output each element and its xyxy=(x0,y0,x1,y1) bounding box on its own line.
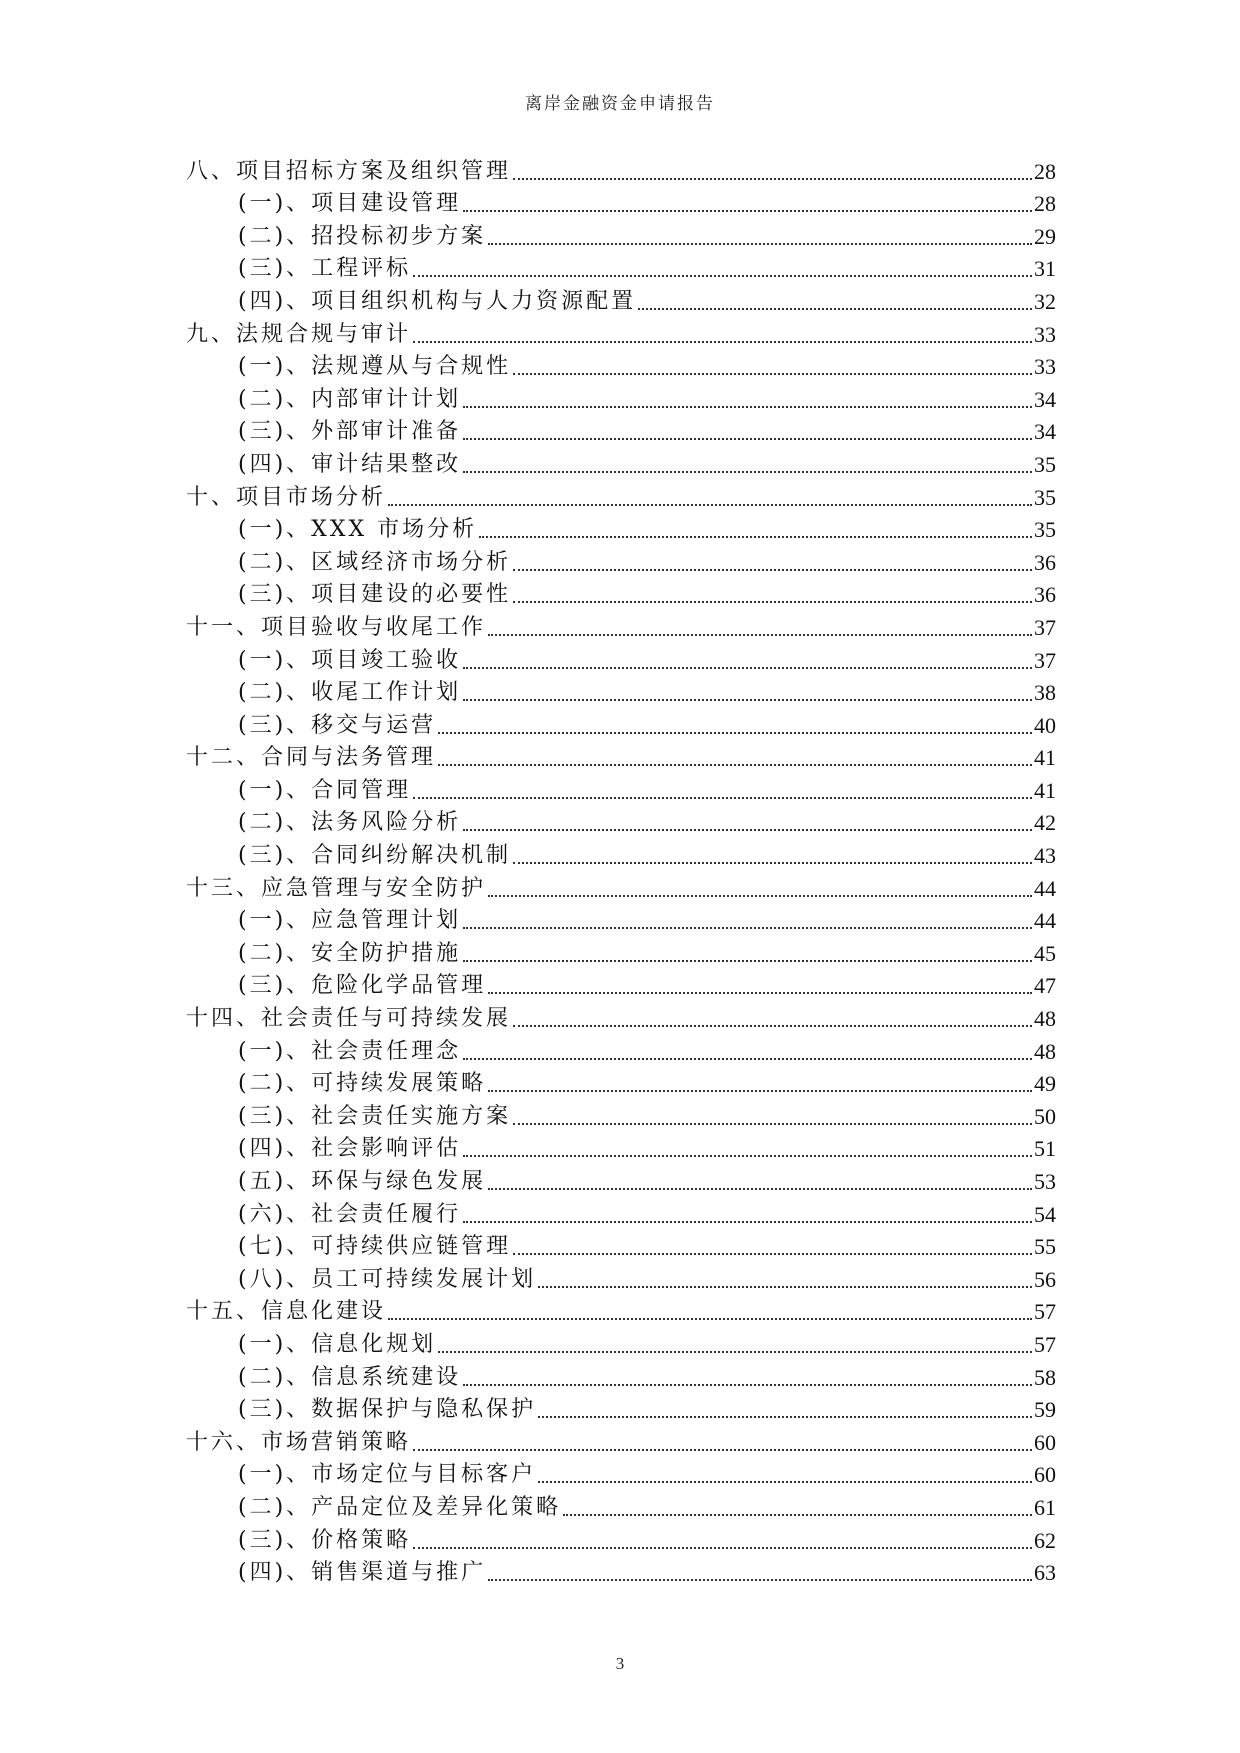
toc-entry-page: 28 xyxy=(1034,158,1056,184)
table-of-contents xyxy=(186,152,1056,1586)
toc-section-entry[interactable] xyxy=(186,413,1056,446)
toc-section-entry[interactable] xyxy=(186,543,1056,576)
toc-section-entry[interactable] xyxy=(186,445,1056,478)
toc-entry-title: (二)、可持续发展策略 xyxy=(238,1071,487,1097)
toc-entry-title: (七)、可持续供应链管理 xyxy=(238,1234,512,1260)
toc-dot-leader xyxy=(463,960,1032,962)
toc-section-entry[interactable] xyxy=(186,1554,1056,1587)
toc-section-entry[interactable] xyxy=(186,1521,1056,1554)
toc-dot-leader xyxy=(538,1416,1032,1418)
toc-entry-title: (一)、项目建设管理 xyxy=(238,191,462,217)
toc-entry-title: (四)、审计结果整改 xyxy=(238,451,462,477)
toc-entry-title: (三)、社会责任实施方案 xyxy=(238,1103,512,1129)
toc-entry-title: 十、项目市场分析 xyxy=(186,484,387,510)
toc-entry-title: (二)、产品定位及差异化策略 xyxy=(238,1494,562,1520)
toc-section-entry[interactable] xyxy=(186,771,1056,804)
toc-entry-title: (三)、移交与运营 xyxy=(238,712,437,738)
toc-dot-leader xyxy=(413,1449,1032,1451)
toc-entry-page: 43 xyxy=(1034,843,1056,869)
page-header: 离岸金融资金申请报告 xyxy=(525,94,715,114)
toc-entry-page: 45 xyxy=(1034,940,1056,966)
toc-entry-page: 57 xyxy=(1034,1299,1056,1325)
toc-dot-leader xyxy=(479,536,1032,538)
toc-dot-leader xyxy=(438,764,1032,766)
toc-entry-title: (一)、项目竣工验收 xyxy=(238,647,462,673)
toc-chapter-entry[interactable] xyxy=(186,739,1056,772)
toc-dot-leader xyxy=(513,1253,1032,1255)
toc-dot-leader xyxy=(463,667,1032,669)
toc-dot-leader xyxy=(513,862,1032,864)
toc-dot-leader xyxy=(463,829,1032,831)
toc-entry-title: (一)、法规遵从与合规性 xyxy=(238,354,512,380)
toc-chapter-entry[interactable] xyxy=(186,478,1056,511)
toc-dot-leader xyxy=(638,308,1032,310)
toc-dot-leader xyxy=(413,1547,1032,1549)
toc-section-entry[interactable] xyxy=(186,217,1056,250)
toc-entry-title: 十二、合同与法务管理 xyxy=(186,745,437,771)
toc-entry-page: 42 xyxy=(1034,810,1056,836)
toc-entry-title: (四)、项目组织机构与人力资源配置 xyxy=(238,288,637,314)
toc-entry-title: (二)、安全防护措施 xyxy=(238,940,462,966)
toc-section-entry[interactable] xyxy=(186,1358,1056,1391)
toc-dot-leader xyxy=(413,341,1032,343)
toc-entry-page: 32 xyxy=(1034,288,1056,314)
toc-dot-leader xyxy=(463,1221,1032,1223)
toc-entry-page: 29 xyxy=(1034,223,1056,249)
toc-dot-leader xyxy=(463,1058,1032,1060)
toc-entry-title: (三)、工程评标 xyxy=(238,256,412,282)
toc-dot-leader xyxy=(463,438,1032,440)
toc-entry-page: 37 xyxy=(1034,647,1056,673)
toc-section-entry[interactable] xyxy=(186,674,1056,707)
toc-dot-leader xyxy=(513,373,1032,375)
toc-section-entry[interactable] xyxy=(186,1130,1056,1163)
toc-section-entry[interactable] xyxy=(186,348,1056,381)
toc-dot-leader xyxy=(388,504,1032,506)
toc-entry-page: 40 xyxy=(1034,712,1056,738)
toc-entry-page: 50 xyxy=(1034,1103,1056,1129)
toc-section-entry[interactable] xyxy=(186,1456,1056,1489)
toc-dot-leader xyxy=(463,699,1032,701)
toc-entry-page: 63 xyxy=(1034,1560,1056,1586)
toc-section-entry[interactable] xyxy=(186,185,1056,218)
toc-section-entry[interactable] xyxy=(186,1065,1056,1098)
toc-entry-title: (二)、区域经济市场分析 xyxy=(238,549,512,575)
toc-dot-leader xyxy=(463,1155,1032,1157)
toc-entry-page: 34 xyxy=(1034,386,1056,412)
toc-entry-page: 55 xyxy=(1034,1234,1056,1260)
toc-entry-title: (一)、信息化规划 xyxy=(238,1331,437,1357)
toc-entry-title: (一)、社会责任理念 xyxy=(238,1038,462,1064)
toc-entry-page: 48 xyxy=(1034,1038,1056,1064)
toc-entry-page: 60 xyxy=(1034,1462,1056,1488)
toc-entry-title: 十五、信息化建设 xyxy=(186,1299,387,1325)
toc-entry-page: 35 xyxy=(1034,451,1056,477)
toc-entry-title: (二)、法务风险分析 xyxy=(238,810,462,836)
toc-dot-leader xyxy=(463,471,1032,473)
toc-entry-page: 58 xyxy=(1034,1364,1056,1390)
toc-dot-leader xyxy=(538,1481,1032,1483)
toc-chapter-entry[interactable] xyxy=(186,152,1056,185)
toc-entry-title: 十三、应急管理与安全防护 xyxy=(186,875,487,901)
toc-dot-leader xyxy=(513,601,1032,603)
toc-entry-title: (二)、内部审计计划 xyxy=(238,386,462,412)
toc-section-entry[interactable] xyxy=(186,380,1056,413)
toc-entry-title: (八)、员工可持续发展计划 xyxy=(238,1266,537,1292)
page-number: 3 xyxy=(615,1654,625,1673)
toc-entry-title: (四)、销售渠道与推广 xyxy=(238,1560,487,1586)
toc-entry-page: 38 xyxy=(1034,680,1056,706)
toc-entry-page: 54 xyxy=(1034,1201,1056,1227)
toc-entry-page: 35 xyxy=(1034,484,1056,510)
toc-dot-leader xyxy=(513,569,1032,571)
toc-dot-leader xyxy=(538,1286,1032,1288)
toc-entry-page: 60 xyxy=(1034,1429,1056,1455)
header-divider xyxy=(184,117,1056,118)
toc-section-entry[interactable] xyxy=(186,1260,1056,1293)
toc-entry-title: (三)、危险化学品管理 xyxy=(238,973,487,999)
toc-entry-title: 十一、项目验收与收尾工作 xyxy=(186,614,487,640)
toc-dot-leader xyxy=(513,1025,1032,1027)
toc-section-entry[interactable] xyxy=(186,1228,1056,1261)
toc-chapter-entry[interactable] xyxy=(186,869,1056,902)
toc-dot-leader xyxy=(488,992,1032,994)
toc-dot-leader xyxy=(488,1090,1032,1092)
toc-section-entry[interactable] xyxy=(186,250,1056,283)
toc-dot-leader xyxy=(413,275,1032,277)
toc-entry-page: 56 xyxy=(1034,1266,1056,1292)
toc-entry-title: (一)、市场定位与目标客户 xyxy=(238,1462,537,1488)
toc-entry-page: 53 xyxy=(1034,1169,1056,1194)
toc-entry-page: 41 xyxy=(1034,745,1056,771)
toc-dot-leader xyxy=(413,797,1032,799)
toc-entry-title: (一)、XXX 市场分析 xyxy=(238,517,478,543)
toc-section-entry[interactable] xyxy=(186,282,1056,315)
toc-chapter-entry[interactable] xyxy=(186,1423,1056,1456)
toc-entry-page: 61 xyxy=(1034,1494,1056,1520)
toc-section-entry[interactable] xyxy=(186,804,1056,837)
toc-entry-title: 十六、市场营销策略 xyxy=(186,1429,412,1455)
toc-section-entry[interactable] xyxy=(186,1097,1056,1130)
toc-entry-page: 31 xyxy=(1034,256,1056,282)
toc-entry-title: (三)、价格策略 xyxy=(238,1527,412,1553)
toc-entry-page: 34 xyxy=(1034,419,1056,445)
toc-entry-page: 41 xyxy=(1034,777,1056,803)
toc-section-entry[interactable] xyxy=(186,1325,1056,1358)
toc-dot-leader xyxy=(488,1188,1032,1190)
toc-entry-page: 28 xyxy=(1034,191,1056,217)
toc-section-entry[interactable] xyxy=(186,902,1056,935)
toc-entry-title: (四)、社会影响评估 xyxy=(238,1136,462,1162)
toc-entry-title: (三)、数据保护与隐私保护 xyxy=(238,1397,537,1423)
toc-section-entry[interactable] xyxy=(186,1032,1056,1065)
toc-entry-page: 36 xyxy=(1034,582,1056,608)
toc-dot-leader xyxy=(563,1514,1032,1516)
toc-entry-page: 35 xyxy=(1034,517,1056,543)
toc-entry-page: 62 xyxy=(1034,1527,1056,1553)
toc-section-entry[interactable] xyxy=(186,1162,1056,1195)
toc-section-entry[interactable] xyxy=(186,836,1056,869)
toc-entry-title: (六)、社会责任履行 xyxy=(238,1201,462,1227)
toc-dot-leader xyxy=(513,1123,1032,1125)
toc-entry-page: 57 xyxy=(1034,1331,1056,1357)
toc-dot-leader xyxy=(388,1318,1032,1320)
toc-chapter-entry[interactable] xyxy=(186,1293,1056,1326)
toc-entry-title: 九、法规合规与审计 xyxy=(186,321,412,347)
toc-section-entry[interactable] xyxy=(186,1195,1056,1228)
toc-entry-title: (三)、合同纠纷解决机制 xyxy=(238,843,512,869)
toc-entry-title: (三)、项目建设的必要性 xyxy=(238,582,512,608)
toc-dot-leader xyxy=(488,895,1032,897)
toc-entry-page: 33 xyxy=(1034,354,1056,380)
toc-dot-leader xyxy=(463,210,1032,212)
toc-chapter-entry[interactable] xyxy=(186,608,1056,641)
toc-entry-title: 十四、社会责任与可持续发展 xyxy=(186,1006,512,1032)
toc-entry-page: 49 xyxy=(1034,1071,1056,1097)
toc-entry-page: 59 xyxy=(1034,1397,1056,1423)
toc-chapter-entry[interactable] xyxy=(186,999,1056,1032)
toc-entry-title: (一)、应急管理计划 xyxy=(238,908,462,934)
toc-entry-page: 47 xyxy=(1034,973,1056,999)
toc-dot-leader xyxy=(463,1384,1032,1386)
toc-entry-page: 51 xyxy=(1034,1136,1056,1162)
toc-dot-leader xyxy=(488,634,1032,636)
toc-entry-page: 33 xyxy=(1034,321,1056,347)
toc-entry-page: 44 xyxy=(1034,875,1056,901)
toc-entry-title: (一)、合同管理 xyxy=(238,777,412,803)
toc-section-entry[interactable] xyxy=(186,1488,1056,1521)
toc-entry-title: (二)、信息系统建设 xyxy=(238,1364,462,1390)
toc-entry-page: 48 xyxy=(1034,1006,1056,1032)
toc-entry-title: 八、项目招标方案及组织管理 xyxy=(186,158,512,184)
toc-entry-page: 44 xyxy=(1034,908,1056,934)
toc-section-entry[interactable] xyxy=(186,641,1056,674)
toc-dot-leader xyxy=(463,927,1032,929)
toc-dot-leader xyxy=(488,243,1032,245)
toc-chapter-entry[interactable] xyxy=(186,315,1056,348)
toc-entry-title: (二)、收尾工作计划 xyxy=(238,680,462,706)
toc-dot-leader xyxy=(513,178,1032,180)
toc-entry-page: 36 xyxy=(1034,549,1056,575)
toc-dot-leader xyxy=(488,1579,1032,1581)
toc-entry-title: (三)、外部审计准备 xyxy=(238,419,462,445)
toc-section-entry[interactable] xyxy=(186,511,1056,544)
toc-section-entry[interactable] xyxy=(186,576,1056,609)
toc-section-entry[interactable] xyxy=(186,706,1056,739)
toc-entry-title: (五)、环保与绿色发展 xyxy=(238,1169,487,1194)
toc-entry-title: (二)、招投标初步方案 xyxy=(238,223,487,249)
toc-section-entry[interactable] xyxy=(186,1391,1056,1424)
toc-section-entry[interactable] xyxy=(186,934,1056,967)
toc-dot-leader xyxy=(438,732,1032,734)
toc-dot-leader xyxy=(463,406,1032,408)
toc-section-entry[interactable] xyxy=(186,967,1056,1000)
toc-entry-page: 37 xyxy=(1034,614,1056,640)
toc-dot-leader xyxy=(438,1351,1032,1353)
